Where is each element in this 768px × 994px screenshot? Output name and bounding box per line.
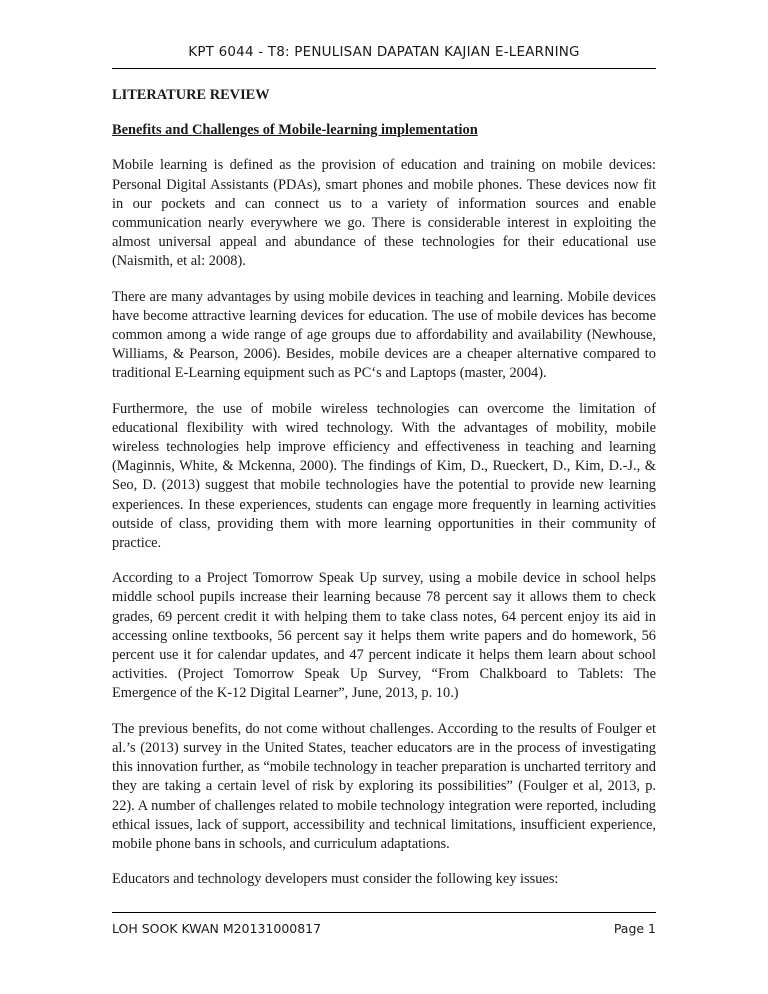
page-number: Page 1 <box>613 921 656 936</box>
document-body <box>112 86 656 905</box>
section-heading: LITERATURE REVIEW <box>112 87 270 103</box>
paragraph-definition: Mobile learning is defined as the provision of education and training on mobile devices: Personal Digital Assistants (PDAs), smart phones and mobile phones. These devices now fit in our pockets and can connect us to a variety of information sources and enable communication nearly everywhere we go. There is considerable interest in exploiting the almost universal appeal and abundance of these technologies for their educational use (Naismith, et al: 2008). <box>112 157 656 270</box>
footer-author: LOH SOOK KWAN M20131000817 <box>112 921 322 936</box>
footer-divider <box>112 912 656 913</box>
paragraph-flexibility: Furthermore, the use of mobile wireless technologies can overcome the limitation of educational flexibility with wired technology. With the advantages of mobility, mobile wireless technologies help improve efficiency and effectiveness in teaching and learning (Maginnis, White, & Mckenna, 2000). The findings of Kim, D., Rueckert, D., Kim, D.-J., & Seo, D. (2013) suggest that mobile technologies have the potential to provide new learning experiences. In these experiences, students can engage more frequently in learning activities outside of class, providing them with more learning opportunities in their community of practice. <box>112 400 656 552</box>
paragraph-challenges: The previous benefits, do not come without challenges. According to the results of Foulger et al.’s (2013) survey in the United States, teacher educators are in the process of investigating this innovation further, as “mobile technology in teacher preparation is uncharted territory and they are taking a certain level of risk by exploring its possibilities” (Foulger et al, 2013, p. 22). A number of challenges related to mobile technology integration were reported, including ethical issues, lack of support, accessibility and technical limitations, insufficient experience, mobile phone bans in schools, and curriculum adaptations. <box>112 720 656 852</box>
header-divider <box>112 68 656 69</box>
running-header: KPT 6044 - T8: PENULISAN DAPATAN KAJIAN E-LEARNING <box>188 44 580 60</box>
paragraph-key-issues: Educators and technology developers must consider the following key issues: <box>112 871 559 888</box>
section-subheading: Benefits and Challenges of Mobile-learning implementation <box>112 122 478 139</box>
paragraph-advantages: There are many advantages by using mobile devices in teaching and learning. Mobile devices have become attractive learning devices for education. The use of mobile devices has become common among a wide range of age groups due to affordability and availability (Newhouse, Williams, & Pearson, 2006). Besides, mobile devices are a cheaper alternative compared to traditional E-Learning equipment such as PC‘s and Laptops (master, 2004). <box>112 288 656 382</box>
paragraph-survey: According to a Project Tomorrow Speak Up survey, using a mobile device in school helps middle school pupils increase their learning because 78 percent say it allows them to check grades, 69 percent credit it with helping them to take class notes, 64 percent enjoy its aid in accessing online textbooks, 56 percent say it helps them write papers and do homework, 56 percent use it for calendar updates, and 47 percent indicate it helps them learn about school activities. (Project Tomorrow Speak Up Survey, “From Chalkboard to Tablets: The Emergence of the K-12 Digital Learner”, June, 2013, p. 10.) <box>112 570 656 702</box>
